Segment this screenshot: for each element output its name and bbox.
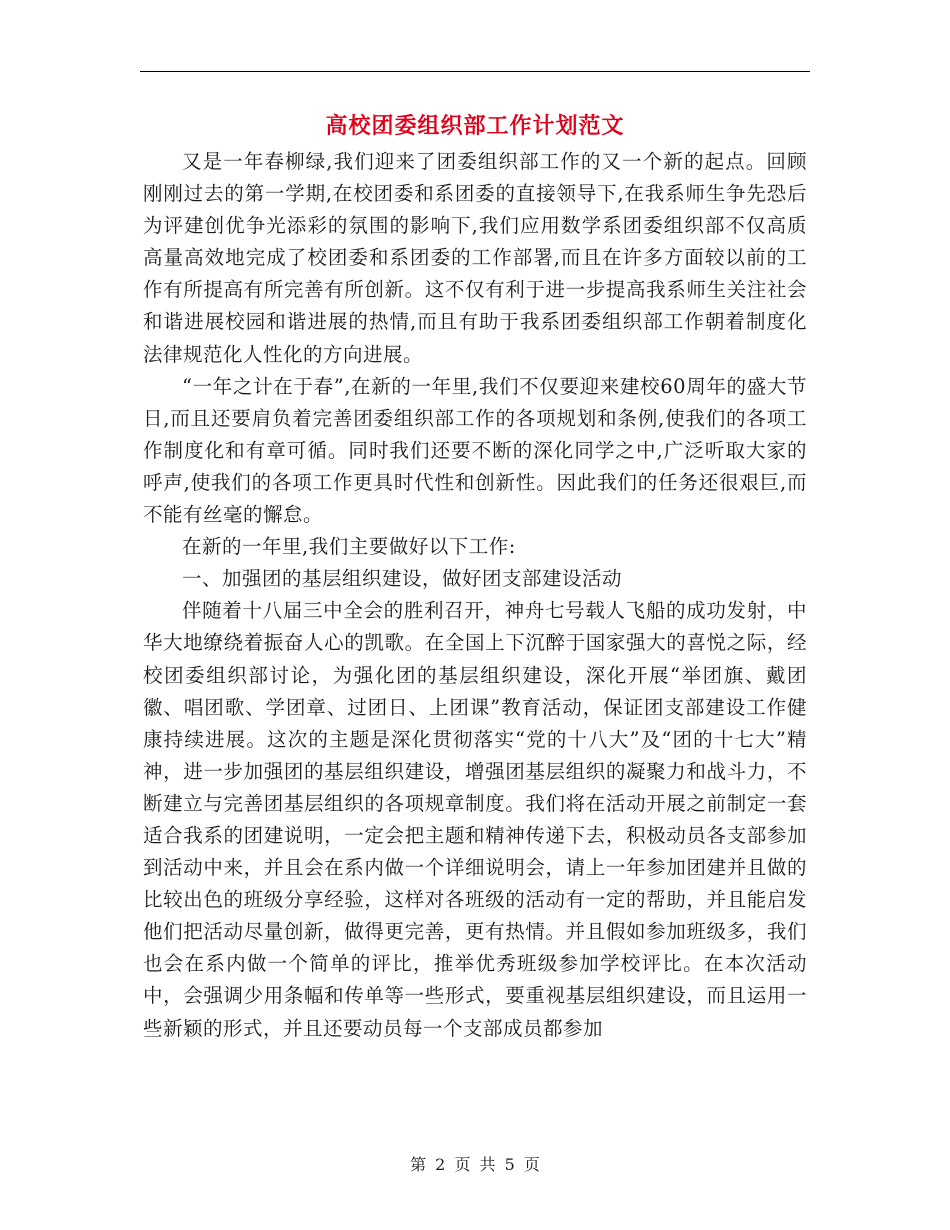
section-heading-1: 一、加强团的基层组织建设，做好团支部建设活动: [182, 567, 623, 591]
paragraph-intro: 又是一年春柳绿,我们迎来了团委组织部工作的又一个新的起点。回顾刚刚过去的第一学期,在校团委和系团委的直接领导下,在我系师生争先恐后为评建创优争光添彩的氛围的影响下,我们应用数学系团委组织部不仅高质高量高效地完成了校团委和系团委的工作部署,而且在许多方面较以前的工作有所提高有所完善有所创新。这不仅有利于进一步提高我系师生关注社会和谐进展校园和谐进展的热情,而且有助于我系团委组织部工作朝着制度化法律规范化人性化的方向进展。: [143, 150, 807, 366]
paragraph-tasks-lead: 在新的一年里,我们主要做好以下工作:: [182, 535, 516, 559]
document-title: 高校团委组织部工作计划范文: [325, 113, 625, 139]
paragraph-spring: “一年之计在于春”,在新的一年里,我们不仅要迎来建校60周年的盛大节日,而且还要肩负着完善团委组织部工作的各项规划和条例,使我们的各项工作制度化和有章可循。同时我们还要不断的深化同学之中,广泛听取大家的呼声,使我们的各项工作更具时代性和创新性。因此我们的任务还很艰巨,而不能有丝毫的懈怠。: [143, 374, 807, 527]
header-rule: [140, 71, 810, 72]
paragraph-section-1-body: 伴随着十八届三中全会的胜利召开，神舟七号载人飞船的成功发射，中华大地缭绕着振奋人心的凯歌。在全国上下沉醉于国家强大的喜悦之际，经校团委组织部讨论，为强化团的基层组织建设，深化开展“举团旗、戴团徽、唱团歌、学团章、过团日、上团课”教育活动，保证团支部建设工作健康持续进展。这次的主题是深化贯彻落实“党的十八大”及“团的十七大”精神，进一步加强团的基层组织建设，增强团基层组织的凝聚力和战斗力，不断建立与完善团基层组织的各项规章制度。我们将在活动开展之前制定一套适合我系的团建说明，一定会把主题和精神传递下去，积极动员各支部参加到活动中来，并且会在系内做一个详细说明会，请上一年参加团建并且做的比较出色的班级分享经验，这样对各班级的活动有一定的帮助，并且能启发他们把活动尽量创新，做得更完善，更有热情。并且假如参加班级多，我们也会在系内做一个简单的评比，推举优秀班级参加学校评比。在本次活动中，会强调少用条幅和传单等一些形式，要重视基层组织建设，而且运用一些新颖的形式，并且还要动员每一个支部成员都参加: [143, 599, 807, 1040]
page-footer: 第 2 页 共 5 页: [410, 1155, 540, 1174]
document-body: [143, 146, 807, 1045]
